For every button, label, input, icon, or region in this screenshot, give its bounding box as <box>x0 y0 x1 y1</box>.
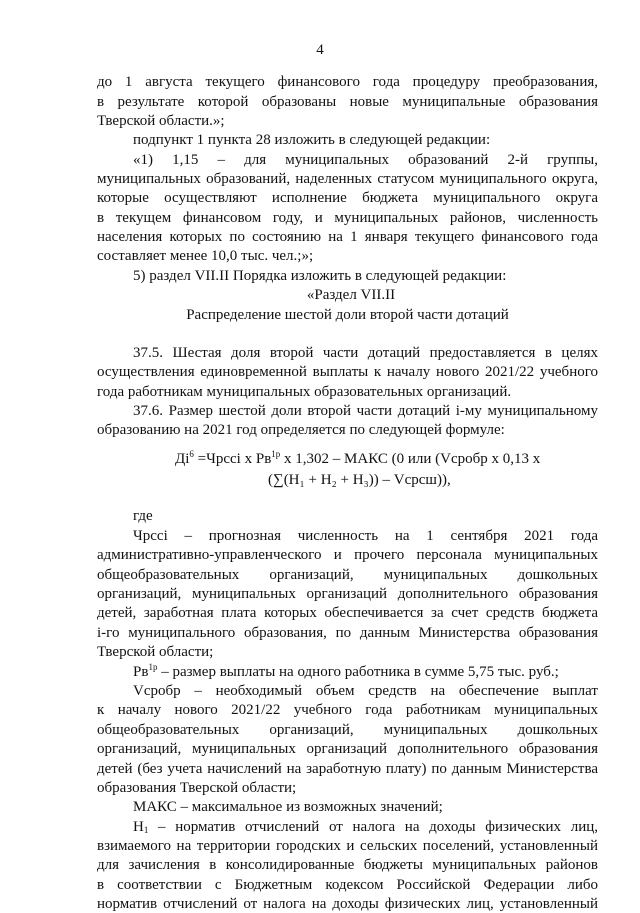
formula-superscript: 1р <box>271 449 281 459</box>
text-line: общеобразовательных организаций, муниципальных дошкольных <box>97 722 598 738</box>
text-line: организаций, муниципальных организаций дополнительного образования <box>97 741 598 757</box>
formula-text: =Чрссi х Рв <box>193 451 272 467</box>
text-line: 5) раздел VII.II Порядка изложить в следующей редакции: <box>133 268 507 284</box>
text-line: взимаемого на территории городских и сельских поселений, установленный <box>97 838 598 854</box>
formula-line-1 <box>175 450 540 468</box>
text-line: составляет менее 10,0 тыс. чел.;»; <box>97 248 314 264</box>
text-line: детей (без учета начислений на заработную плату) по данным Министерства <box>97 761 598 777</box>
text-line: организаций, муниципальных организаций дополнительного образования <box>97 586 598 602</box>
page-number: 4 <box>316 42 324 58</box>
text-line <box>133 663 559 681</box>
text-line: норматив отчислений от налога на доходы физических лиц, установленный <box>97 896 598 912</box>
formula-superscript: 6 <box>189 449 194 459</box>
text-line: населения которых по состоянию на 1 января текущего финансового года <box>97 229 598 245</box>
formula-line-2: (∑(Н₁ + Н₂ + Н₃)) – Vсрсш)), <box>268 472 451 488</box>
text-line: общеобразовательных организаций, муниципальных дошкольных <box>97 567 598 583</box>
text-line: в соответствии с Бюджетным кодексом Российской Федерации либо <box>97 877 598 893</box>
dash: – <box>157 664 173 680</box>
h1-subscript: 1 <box>143 825 149 835</box>
section-title: Распределение шестой доли второй части дотаций <box>186 307 509 323</box>
text-line: в результате которой образованы новые муниципальные образования <box>97 94 598 110</box>
text-line: в текущем финансовом году, и муниципальных районов, численность <box>97 210 598 226</box>
rv-superscript: 1р <box>148 662 158 672</box>
text-line: Тверской области.»; <box>97 113 225 129</box>
text-line: где <box>133 508 153 524</box>
text-line: «1) 1,15 – для муниципальных образований 2-й группы, <box>133 152 598 168</box>
formula-symbol: Дi <box>175 451 190 467</box>
text-line: осуществления единовременной выплаты к началу нового 2021/22 учебного <box>97 364 598 380</box>
text-line: которые осуществляют исполнение бюджета муниципального округа <box>97 190 598 206</box>
text-line: Чрссi – прогнозная численность на 1 сентября 2021 года <box>133 528 598 544</box>
text-line: Тверской области; <box>97 644 214 660</box>
text-line: детей, заработная плата которых обеспечивается за счет средств бюджета <box>97 605 598 621</box>
text-line: образованию на 2021 год определяется по следующей формуле: <box>97 422 505 438</box>
text-line: подпункт 1 пункта 28 изложить в следующей редакции: <box>133 132 491 148</box>
text-line: образования Тверской области; <box>97 780 297 796</box>
section-heading: «Раздел VII.II <box>306 287 396 303</box>
text-line: до 1 августа текущего финансового года процедуру преобразования, <box>97 74 598 90</box>
text-line: i-го муниципального образования, по данным Министерства образования <box>97 625 598 641</box>
text-line <box>133 818 598 836</box>
formula-text: х 1,302 – МАКС (0 или (Vсробр х 0,13 х <box>280 451 541 467</box>
rv-definition: размер выплаты на одного работника в сумме 5,75 тыс. руб.; <box>172 664 559 680</box>
text-line: для зачисления в консолидированные бюджеты муниципальных районов <box>97 857 598 873</box>
text-line: Vсробр – необходимый объем средств на обеспечение выплат <box>133 683 598 699</box>
text-line: МАКС – максимальное из возможных значений; <box>133 799 443 815</box>
h1-definition: – норматив отчислений от налога на доходы физических лиц, <box>158 819 599 835</box>
rv-symbol: Рв <box>133 664 149 680</box>
text-line: к началу нового 2021/22 учебного года работникам муниципальных <box>97 702 598 718</box>
space <box>148 819 158 835</box>
text-line: 37.5. Шестая доля второй части дотаций предоставляется в целях <box>133 345 598 361</box>
text-line: муниципальных образований, наделенных статусом муниципального округа, <box>97 171 598 187</box>
text-line: административно-управленческого и прочего персонала муниципальных <box>97 547 598 563</box>
text-line: 37.6. Размер шестой доли второй части дотаций i-му муниципальному <box>133 403 598 419</box>
text-line: года работникам муниципальных образовательных организаций. <box>97 384 512 400</box>
h1-symbol: Н <box>133 819 144 835</box>
